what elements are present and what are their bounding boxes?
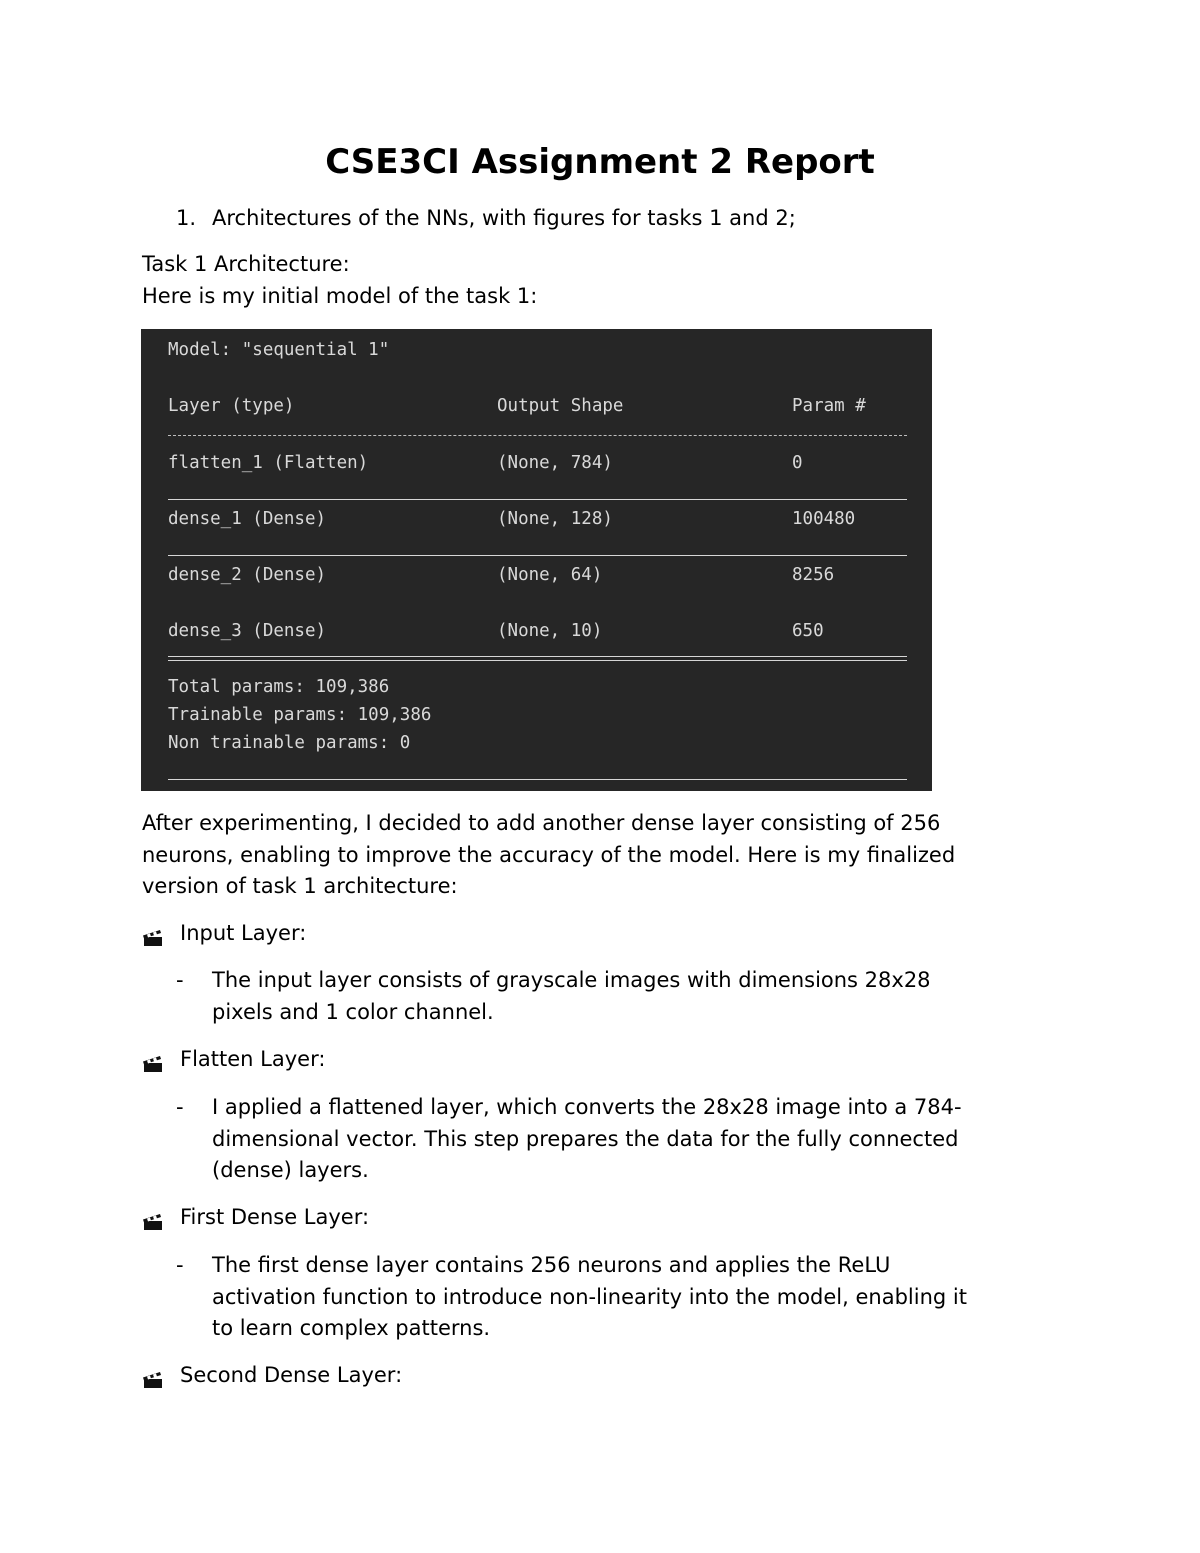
after-paragraph-line-3: version of task 1 architecture: bbox=[142, 874, 458, 898]
list-item-line: activation function to introduce non-linearity into the model, enabling it bbox=[212, 1284, 967, 1309]
row-output-shape: (None, 10) bbox=[497, 621, 603, 641]
task1-heading: Task 1 Architecture: bbox=[142, 252, 350, 276]
row-layer-name: dense_1 (Dense) bbox=[168, 509, 327, 529]
row-divider bbox=[168, 499, 907, 500]
task1-intro: Here is my initial model of the task 1: bbox=[142, 284, 538, 308]
list-item-line: The input layer consists of grayscale images with dimensions 28x28 bbox=[212, 968, 931, 992]
list-number: 1. bbox=[176, 206, 197, 230]
row-output-shape: (None, 128) bbox=[497, 509, 613, 529]
row-param-count: 650 bbox=[792, 621, 824, 641]
bottom-divider bbox=[168, 779, 907, 780]
row-param-count: 100480 bbox=[792, 509, 856, 529]
model-summary-screenshot bbox=[141, 329, 932, 791]
list-item-line: pixels and 1 color channel. bbox=[212, 999, 494, 1024]
dash-marker: - bbox=[176, 968, 184, 992]
clapperboard-icon bbox=[142, 1360, 180, 1391]
list-item-line: The first dense layer contains 256 neurons and applies the ReLU bbox=[212, 1253, 891, 1277]
row-layer-name: dense_3 (Dense) bbox=[168, 621, 327, 641]
section-heading-text: Input Layer: bbox=[180, 921, 307, 945]
section-heading bbox=[142, 1044, 325, 1075]
clapperboard-icon bbox=[142, 1202, 180, 1233]
row-output-shape: (None, 64) bbox=[497, 565, 603, 585]
header-param-count: Param # bbox=[792, 396, 866, 416]
trainable-params: Trainable params: 109,386 bbox=[168, 705, 432, 725]
list-item bbox=[176, 1092, 1056, 1187]
dash-marker: - bbox=[176, 1253, 184, 1277]
section-heading-text: First Dense Layer: bbox=[180, 1205, 370, 1229]
list-item-text: Architectures of the NNs, with figures for tasks 1 and 2; bbox=[212, 206, 796, 230]
section-heading-text: Second Dense Layer: bbox=[180, 1363, 403, 1387]
header-layer-type: Layer (type) bbox=[168, 396, 295, 416]
numbered-list-item bbox=[176, 203, 796, 233]
section-heading bbox=[142, 1202, 369, 1233]
dash-marker: - bbox=[176, 1095, 184, 1119]
list-item-line: (dense) layers. bbox=[212, 1158, 369, 1182]
after-paragraph-line-1: After experimenting, I decided to add another dense layer consisting of 256 bbox=[142, 811, 941, 835]
non-trainable-params: Non trainable params: 0 bbox=[168, 733, 411, 753]
total-params: Total params: 109,386 bbox=[168, 677, 390, 697]
totals-divider bbox=[168, 656, 907, 661]
row-param-count: 8256 bbox=[792, 565, 835, 585]
model-name-line: Model: "sequential 1" bbox=[168, 340, 390, 360]
row-divider bbox=[168, 555, 907, 556]
row-layer-name: dense_2 (Dense) bbox=[168, 565, 327, 585]
header-output-shape: Output Shape bbox=[497, 396, 624, 416]
section-heading-text: Flatten Layer: bbox=[180, 1047, 326, 1071]
section-heading bbox=[142, 1360, 402, 1391]
section-heading bbox=[142, 918, 306, 949]
row-param-count: 0 bbox=[792, 453, 803, 473]
header-divider bbox=[168, 435, 907, 436]
row-layer-name: flatten_1 (Flatten) bbox=[168, 453, 369, 473]
list-item bbox=[176, 1250, 1076, 1345]
after-paragraph-line-2: neurons, enabling to improve the accuracy of the model. Here is my finalized bbox=[142, 843, 956, 867]
list-item-line: to learn complex patterns. bbox=[212, 1316, 491, 1340]
list-item-line: I applied a flattened layer, which converts the 28x28 image into a 784- bbox=[212, 1095, 962, 1119]
page-title: CSE3CI Assignment 2 Report bbox=[325, 142, 875, 182]
list-item-line: dimensional vector. This step prepares the data for the fully connected bbox=[212, 1126, 959, 1151]
clapperboard-icon bbox=[142, 918, 180, 949]
row-output-shape: (None, 784) bbox=[497, 453, 613, 473]
clapperboard-icon bbox=[142, 1044, 180, 1075]
list-item bbox=[176, 965, 1056, 1029]
